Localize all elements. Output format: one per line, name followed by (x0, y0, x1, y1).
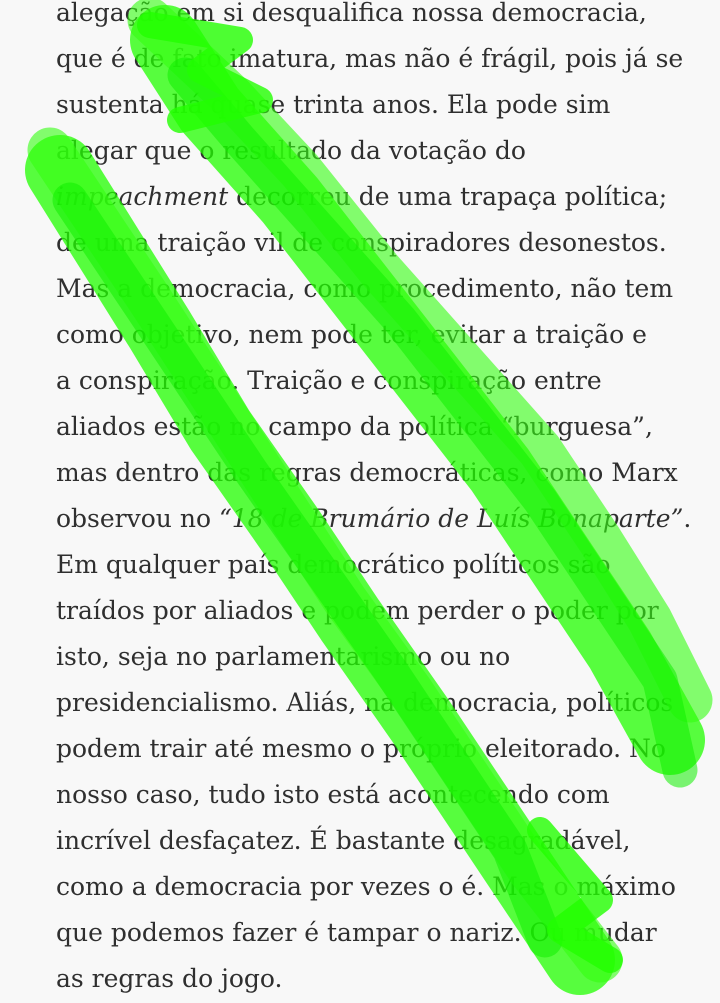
text-segment: observou no (56, 504, 219, 533)
text-line (56, 680, 696, 726)
text-line (56, 82, 696, 128)
text-segment: incrível desfaçatez. É bastante desagradável, (56, 826, 631, 855)
text-segment: . (683, 504, 692, 533)
text-segment: que podemos fazer é tampar o nariz. Ou mudar (56, 918, 657, 947)
text-segment: traídos por aliados e podem perder o poder por (56, 596, 659, 625)
text-segment: nosso caso, tudo isto está acontecendo com (56, 780, 610, 809)
text-line (56, 910, 696, 956)
text-segment: como a democracia por vezes o é. Mas o máximo (56, 872, 676, 901)
text-segment: de uma traição vil de conspiradores desonestos. (56, 228, 667, 257)
text-line (56, 772, 696, 818)
text-segment: alegar que o resultado da votação do (56, 136, 526, 165)
text-segment: isto, seja no parlamentarismo ou no (56, 642, 511, 671)
text-line (56, 220, 696, 266)
text-segment: como objetivo, nem pode ter, evitar a traição e (56, 320, 647, 349)
text-line (56, 266, 696, 312)
text-line (56, 588, 696, 634)
text-segment: que é de fato imatura, mas não é frágil, pois já se (56, 44, 684, 73)
text-segment: alegação em si desqualifica nossa democracia, (56, 0, 647, 27)
text-line (56, 174, 696, 220)
text-line (56, 404, 696, 450)
italic-text-segment: impeachment (56, 182, 229, 211)
text-line (56, 726, 696, 772)
text-line (56, 496, 696, 542)
text-segment: podem trair até mesmo o próprio eleitorado. No (56, 734, 666, 763)
text-segment: decorreu de uma trapaça política; (228, 182, 668, 211)
text-line (56, 542, 696, 588)
text-segment: presidencialismo. Aliás, na democracia, políticos (56, 688, 674, 717)
text-segment: Em qualquer país democrático políticos são (56, 550, 611, 579)
text-segment: mas dentro das regras democráticas, como Marx (56, 458, 678, 487)
text-line (56, 36, 696, 82)
text-line (56, 450, 696, 496)
text-line (56, 0, 696, 36)
text-line (56, 634, 696, 680)
text-line (56, 312, 696, 358)
text-line (56, 864, 696, 910)
text-segment: aliados estão no campo da política “burguesa”, (56, 412, 653, 441)
text-segment: Mas a democracia, como procedimento, não tem (56, 274, 674, 303)
text-segment: sustenta há quase trinta anos. Ela pode sim (56, 90, 611, 119)
text-line (56, 818, 696, 864)
text-line (56, 956, 696, 1002)
italic-text-segment: “18 de Brumário de Luís Bonaparte” (218, 504, 684, 533)
text-line (56, 358, 696, 404)
text-line (56, 128, 696, 174)
text-segment: a conspiração. Traição e conspiração entre (56, 366, 602, 395)
article-text (56, 0, 696, 1002)
text-segment: as regras do jogo. (56, 964, 283, 993)
